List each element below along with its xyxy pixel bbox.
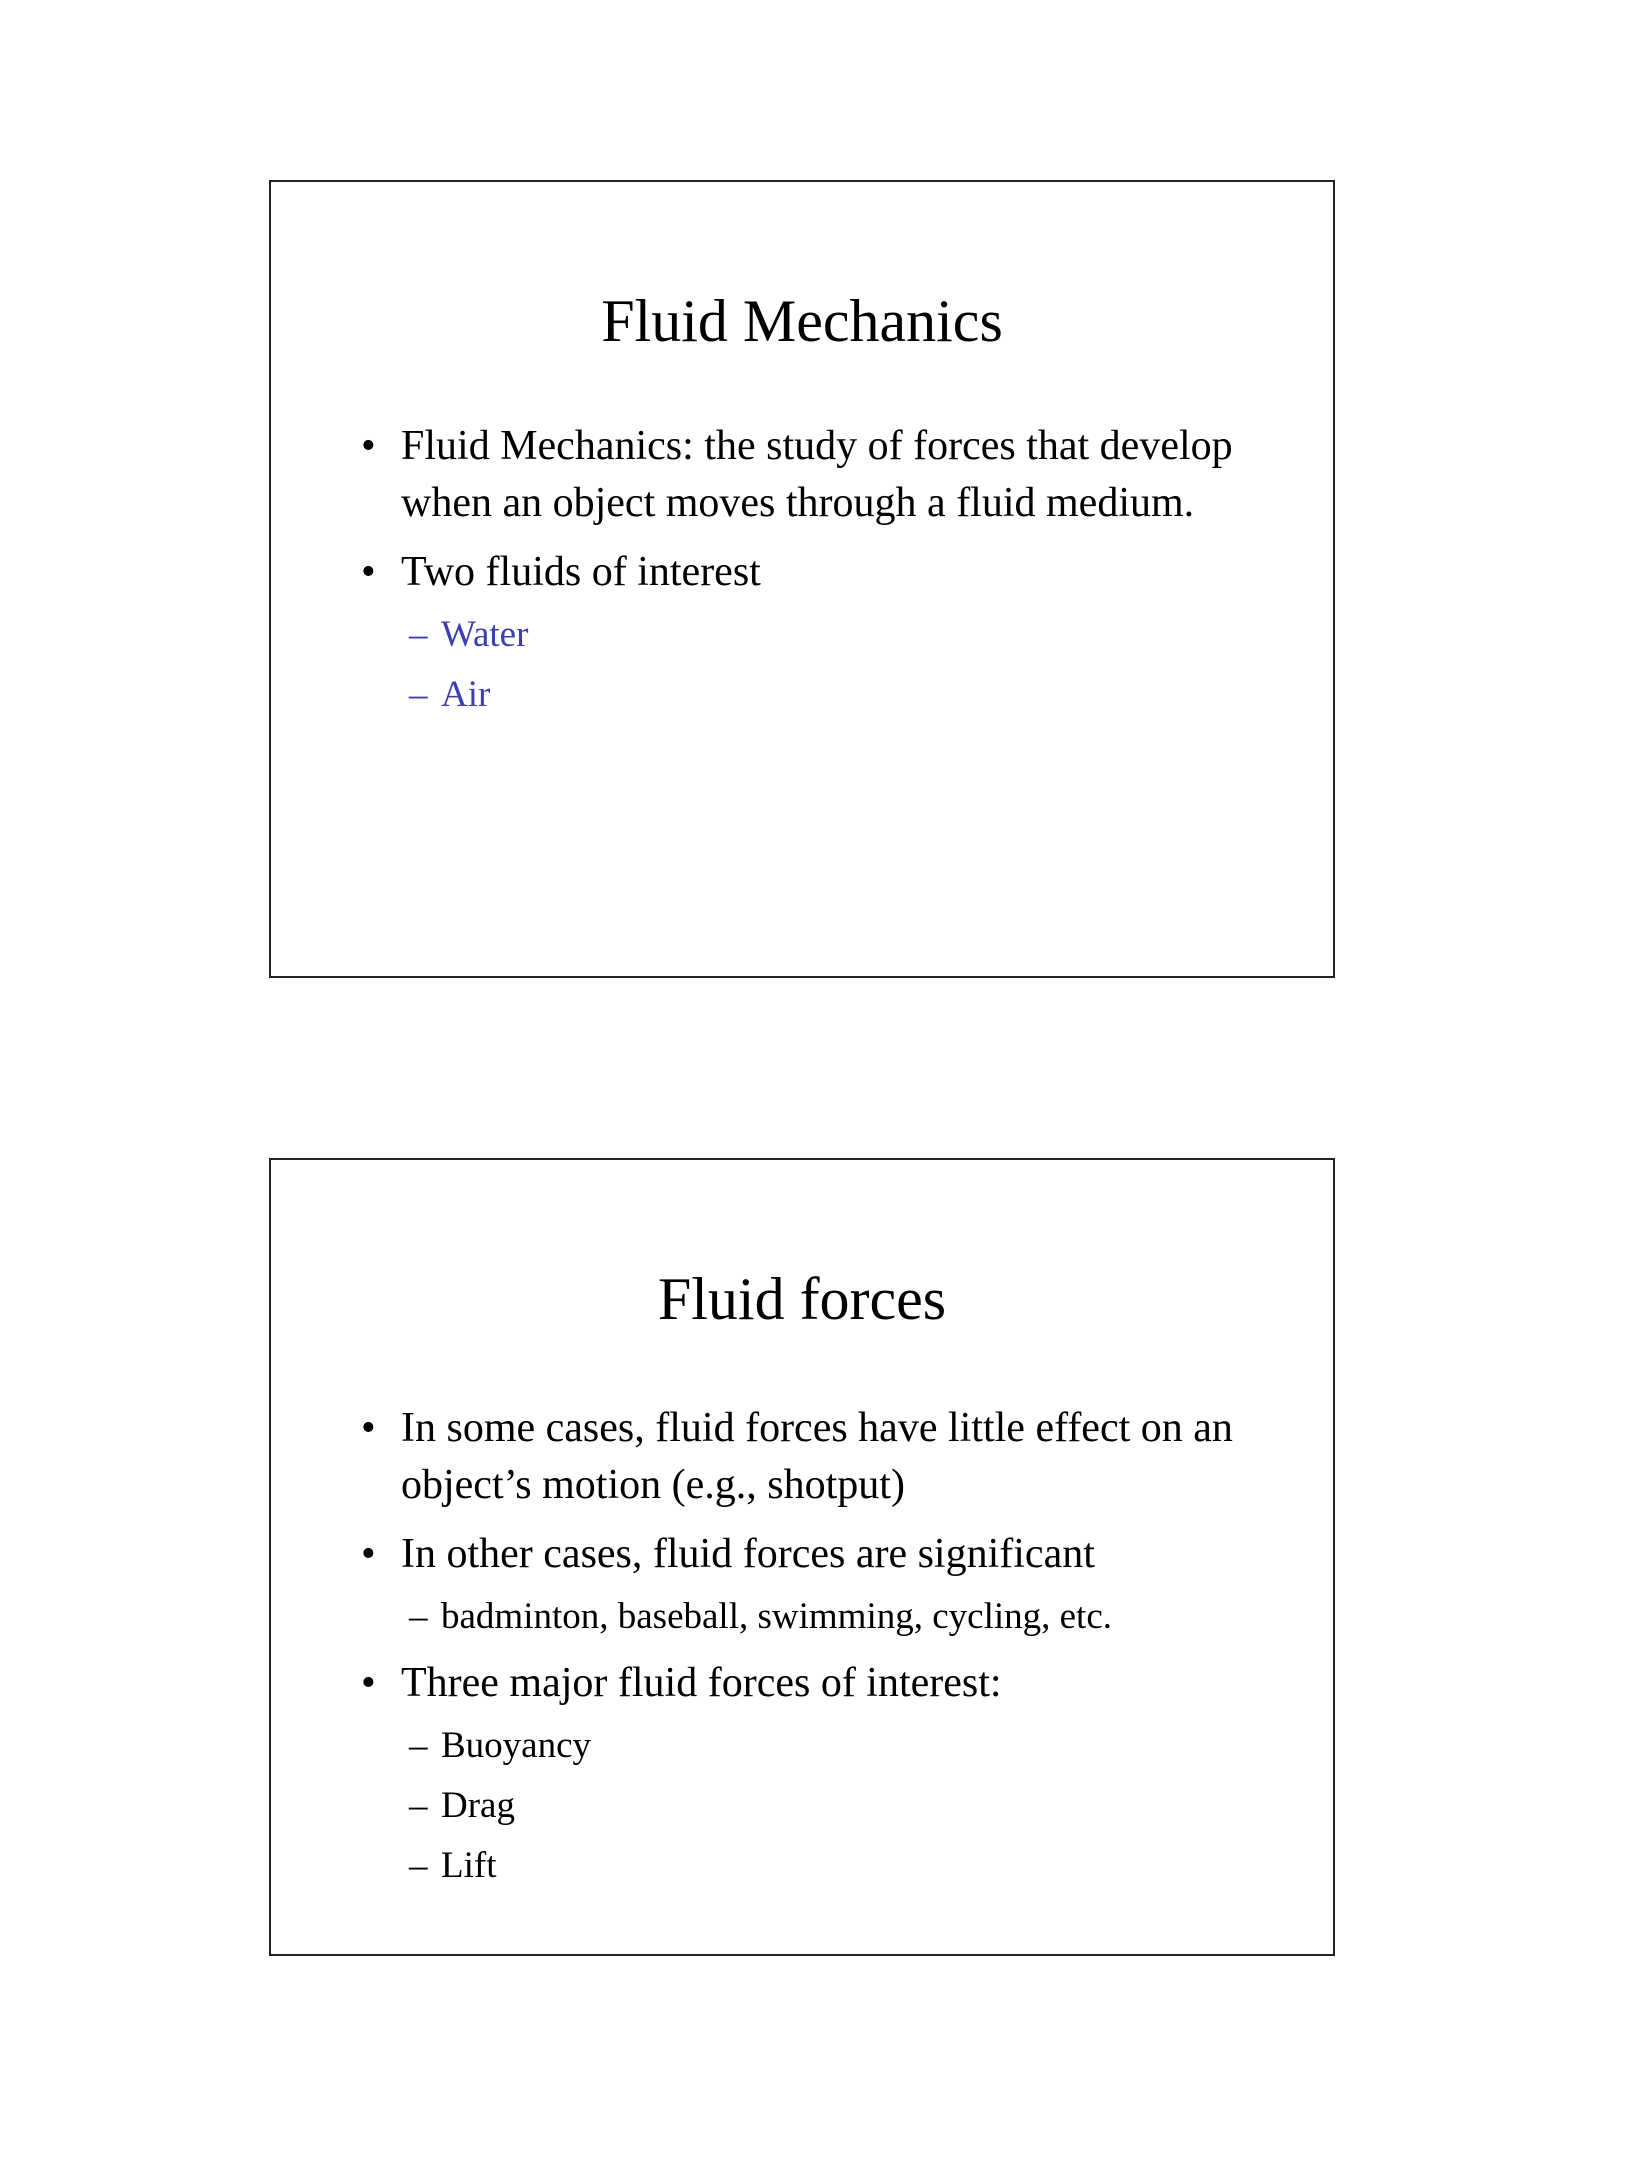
bullet-list bbox=[361, 418, 1243, 733]
bullet-item bbox=[361, 544, 1243, 601]
slide-fluid-forces bbox=[269, 1158, 1335, 1956]
bullet-item bbox=[361, 1526, 1243, 1583]
bullet-icon: • bbox=[361, 549, 376, 595]
sub-bullet-item bbox=[361, 1716, 1243, 1776]
bullet-item bbox=[361, 418, 1243, 532]
dash-icon: – bbox=[409, 674, 428, 715]
sub-bullet-text: Air bbox=[441, 674, 491, 715]
dash-icon: – bbox=[409, 614, 428, 655]
bullet-list bbox=[361, 1400, 1243, 1904]
bullet-text: Fluid Mechanics: the study of forces that develop when an object moves through a fluid medium. bbox=[401, 423, 1233, 526]
slide-title: Fluid forces bbox=[657, 1266, 947, 1332]
sub-bullet-item bbox=[361, 1776, 1243, 1836]
bullet-text: In other cases, fluid forces are significant bbox=[401, 1531, 1095, 1577]
sub-bullet-text: Water bbox=[441, 614, 529, 655]
sub-bullet-text: Drag bbox=[441, 1785, 515, 1826]
sub-bullet-list bbox=[361, 1716, 1243, 1896]
bullet-icon: • bbox=[361, 1660, 376, 1706]
dash-icon: – bbox=[409, 1725, 428, 1766]
bullet-item bbox=[361, 1400, 1243, 1514]
sub-bullet-item bbox=[361, 605, 1243, 665]
bullet-icon: • bbox=[361, 1405, 376, 1451]
sub-bullet-item bbox=[361, 665, 1243, 725]
dash-icon: – bbox=[409, 1785, 428, 1826]
bullet-icon: • bbox=[361, 1531, 376, 1577]
bullet-icon: • bbox=[361, 423, 376, 469]
sub-bullet-text: Lift bbox=[441, 1845, 497, 1886]
sub-bullet-item bbox=[361, 1587, 1243, 1647]
bullet-item bbox=[361, 1655, 1243, 1712]
sub-bullet-item bbox=[361, 1836, 1243, 1896]
sub-bullet-text: Buoyancy bbox=[441, 1725, 592, 1766]
bullet-text: In some cases, fluid forces have little effect on an object’s motion (e.g., shotput) bbox=[401, 1405, 1233, 1508]
sub-bullet-list bbox=[361, 1587, 1243, 1647]
slide-title: Fluid Mechanics bbox=[601, 288, 1003, 354]
dash-icon: – bbox=[409, 1845, 428, 1886]
sub-bullet-text: badminton, baseball, swimming, cycling, etc. bbox=[441, 1596, 1113, 1637]
sub-bullet-list bbox=[361, 605, 1243, 725]
bullet-text: Two fluids of interest bbox=[401, 549, 761, 595]
dash-icon: – bbox=[409, 1596, 428, 1637]
slide-fluid-mechanics bbox=[269, 180, 1335, 978]
bullet-text: Three major fluid forces of interest: bbox=[401, 1660, 1002, 1706]
